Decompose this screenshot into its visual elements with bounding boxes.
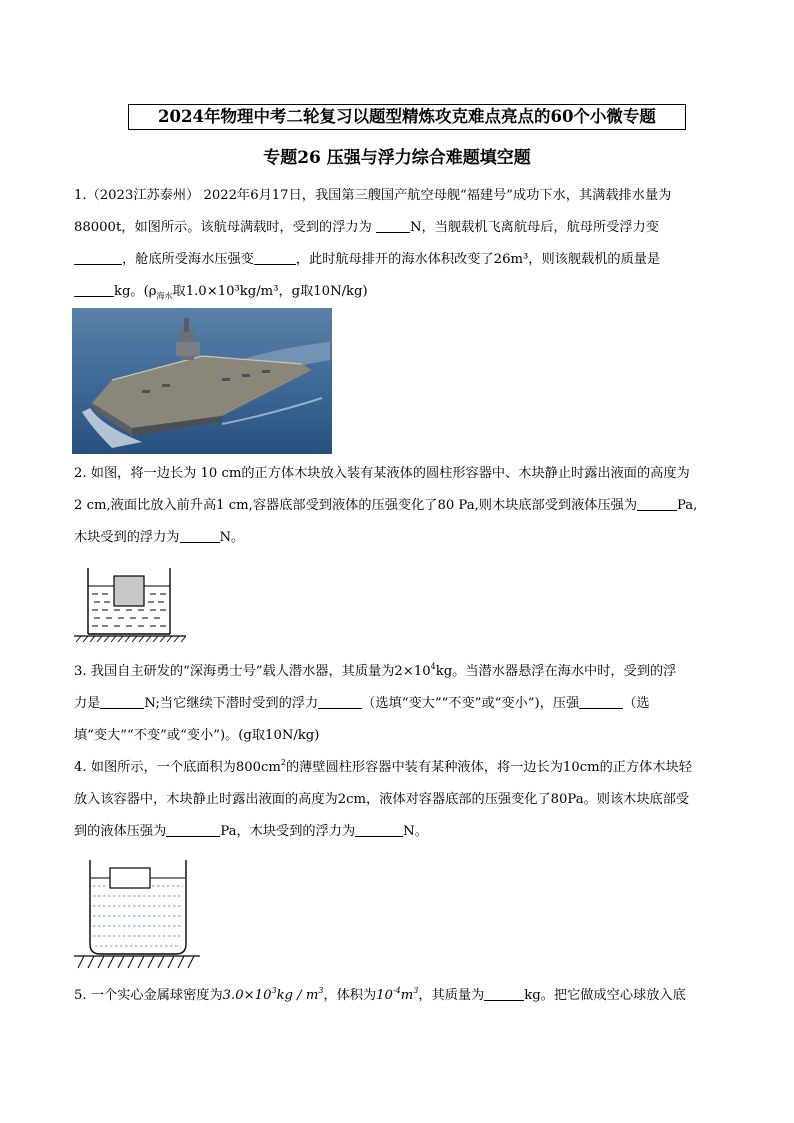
q4-line-3: 到的液体压强为 Pa，木块受到的浮力为 N。	[74, 824, 428, 839]
answer-blank[interactable]	[637, 496, 677, 511]
q3-line-2: 力是 N;当它继续下潜时受到的浮力 （选填“变大”“不变”或“变小”)，压强 （选	[74, 696, 650, 711]
q4-line-2: 放入该容器中，木块静止时露出液面的高度为2cm，液体对容器底部的压强变化了80Pa。则该木块底部受	[74, 792, 690, 807]
answer-blank[interactable]	[166, 822, 220, 837]
q2-line-1: 2. 如图，将一边长为 10 cm的正方体木块放入装有某液体的圆柱形容器中、木块静止时露出液面的高度为	[74, 466, 690, 481]
q1-line-2: 88000t，如图所示。该航母满载时，受到的浮力为 N，当舰载机飞离航母后，航母所受浮力变	[74, 220, 659, 235]
container-with-block-figure	[74, 856, 200, 970]
answer-blank[interactable]	[376, 218, 410, 233]
q1-line-1: 1.（2023江苏泰州） 2022年6月17日，我国第三艘国产航空母舰“福建号”成功下水，其满载排水量为	[74, 188, 672, 203]
answer-blank[interactable]	[74, 282, 114, 297]
answer-blank[interactable]	[100, 694, 144, 709]
volume-formula: $10^{-4}m^3$	[376, 986, 419, 1003]
answer-blank[interactable]	[579, 694, 623, 709]
answer-blank[interactable]	[355, 822, 403, 837]
answer-blank[interactable]	[74, 250, 122, 265]
answer-blank[interactable]	[180, 528, 220, 543]
q4-line-1: 4. 如图所示，一个底面积为$800cm^2$的薄壁圆柱形容器中装有某种液体，将一边长为10cm的正方体木块轻	[74, 758, 692, 775]
answer-blank[interactable]	[484, 986, 524, 1001]
answer-blank[interactable]	[254, 250, 296, 265]
q5-line-1: 5. 一个实心金属球密度为$3.0\times 10^3kg / m^3$，体积为$10^{-4}m^3$，其质量为 kg。把它做成空心球放入底	[74, 986, 686, 1003]
q1-line-3: ，舱底所受海水压强变 ，此时航母排开的海水体积改变了26m³，则该舰载机的质量是	[74, 244, 742, 276]
q2-line-3: 木块受到的浮力为 N。	[74, 530, 245, 545]
q1-line-4: kg。($\rho_{海水}$取1.0×10³kg/m³，g取10N/kg)	[74, 276, 742, 308]
density-formula: $3.0\times 10^3kg / m^3$	[222, 986, 324, 1003]
document-title: 2024年物理中考二轮复习以题型精炼攻克难点亮点的60个小微专题	[128, 104, 686, 130]
q2-line-2: 2 cm,液面比放入前升高1 cm,容器底部受到液体的压强变化了80 Pa,则木块底部受到液体压强为 Pa,	[74, 498, 698, 513]
cube-in-liquid-figure	[74, 564, 186, 642]
aircraft-carrier-photo	[72, 308, 332, 454]
section-subtitle: 专题26 压强与浮力综合难题填空题	[263, 148, 531, 168]
q3-line-3: 填“变大”“不变”或“变小”)。(g取10N/kg)	[74, 728, 320, 743]
answer-blank[interactable]	[318, 694, 362, 709]
q3-line-1: 3. 我国自主研发的“深海勇士号”载人潜水器，其质量为$2\times 10^4kg$。当潜水器悬浮在海水中时，受到的浮	[74, 662, 677, 679]
